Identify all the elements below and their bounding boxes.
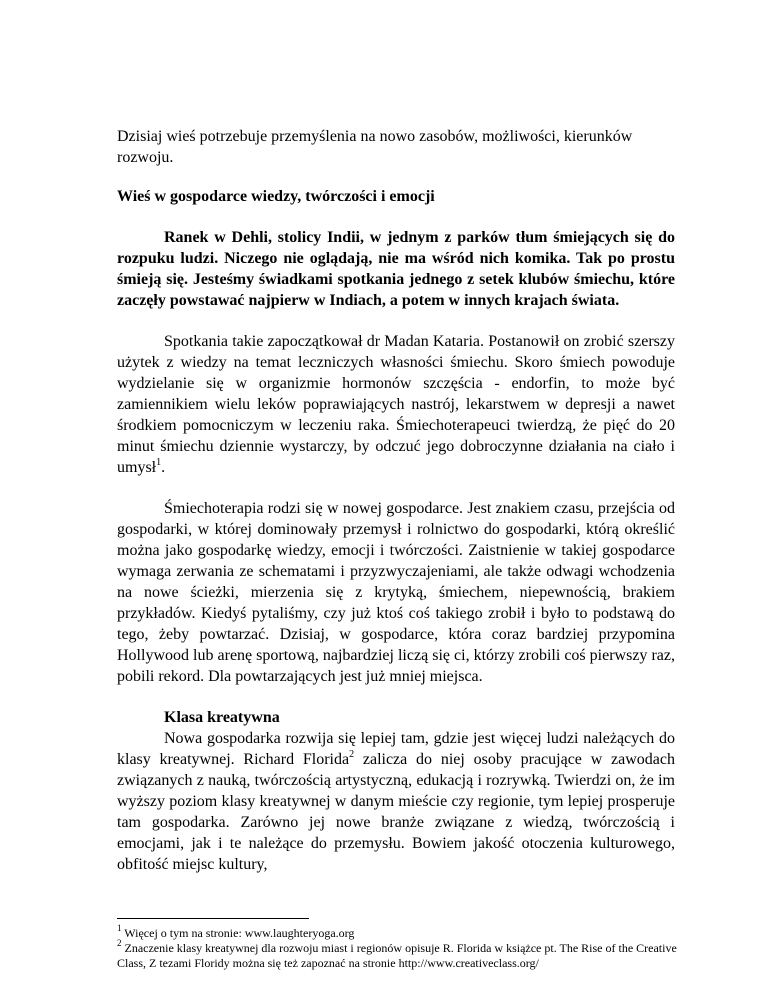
- footnotes-section: [117, 923, 677, 971]
- section-heading: Wieś w gospodarce wiedzy, twórczości i emocji: [117, 188, 435, 205]
- lead-paragraph: Ranek w Dehli, stolicy Indii, w jednym z parków tłum śmiejących się do rozpuku ludzi. Niczego nie oglądają, nie ma wśród nich komika. Tak po prostu śmieją się. Jesteśmy świadkami spotkania jednego z setek klubów śmiechu, które zaczęły powstawać najpierw w Indiach, a potem w innych krajach świata.: [117, 229, 675, 309]
- footnote-number-1: 1: [117, 923, 122, 933]
- footnote-number-2: 2: [117, 938, 122, 948]
- paragraph-klasa-kreatywna: [117, 728, 675, 875]
- footnote-reference-2: 2: [349, 748, 355, 760]
- footnote-separator: [117, 918, 309, 919]
- paragraph-klasa-rest: zalicza do niej osoby pracujące w zawodach związanych z nauką, twórczością artystyczną, edukacją i rozrywką. Twierdzi on, że im wyższy poziom klasy kreatywnej w danym mieście czy regionie, tym lepiej prosperuje tam gospodarka. Zarówno jej nowe branże związane z wiedzą, twórczością i emocjami, jak i te należące do przemysłu. Bowiem jakość otoczenia kulturowego, obfitość miejsc kultury,: [117, 751, 675, 873]
- paragraph-kataria-end: .: [161, 459, 166, 476]
- footnote-reference-1: 1: [156, 456, 162, 468]
- paragraph-kataria-text: Spotkania takie zapoczątkował dr Madan Kataria. Postanowił on zrobić szerszy użytek z wiedzy na temat leczniczych własności śmiechu. Skoro śmiech powoduje wydzielanie się w organizmie hormonów szczęścia - endorfin, to może być zamiennikiem wielu leków poprawiających nastrój, lekarstwem w depresji a nawet środkiem pomocniczym w leczeniu raka. Śmiechoterapeuci twierdzą, że pięć do 20 minut śmiechu dziennie wystarczy, by odczuć jego dobroczynne działania na ciało i umysł: [117, 333, 675, 476]
- footnote-2: [117, 938, 677, 971]
- page-body: [117, 126, 675, 875]
- footnote-text-2: Znaczenie klasy kreatywnej dla rozwoju miast i regionów opisuje R. Florida w książce pt. The Rise of the Creative Class, Z tezami Floridy można się też zapoznać na stronie http://www.creativeclass.org/: [117, 941, 677, 970]
- paragraph-smiechoterapia: Śmiechoterapia rodzi się w nowej gospodarce. Jest znakiem czasu, przejścia od gospodarki, w której dominowały przemysł i rolnictwo do gospodarki, którą określić można jako gospodarkę wiedzy, emocji i twórczości. Zaistnienie w takiej gospodarce wymaga zerwania ze schematami i przyzwyczajeniami, ale także odwagi wchodzenia na nowe ścieżki, mierzenia się z krytyką, śmiechem, niepewnością, brakiem przykładów. Kiedyś pytaliśmy, czy już ktoś coś takiego zrobił i było to podstawą do tego, żeby powtarzać. Dzisiaj, w gospodarce, która coraz bardziej przypomina Hollywood lub arenę sportową, najbardziej liczą się ci, którzy zrobili coś pierwszy raz, pobili rekord. Dla powtarzających jest już mniej miejsca.: [117, 500, 675, 685]
- intro-paragraph: Dzisiaj wieś potrzebuje przemyślenia na nowo zasobów, możliwości, kierunków rozwoju.: [117, 128, 633, 166]
- paragraph-klasa-start: Nowa gospodarka rozwija się lepiej tam, gdzie jest więcej ludzi należących do klasy kreatywnej. Richard Florida: [117, 730, 675, 768]
- paragraph-kataria: [117, 331, 675, 478]
- footnote-text-1: Więcej o tym na stronie: www.laughteryoga.org: [124, 926, 355, 940]
- footnote-1: [117, 923, 677, 941]
- subsection-heading: Klasa kreatywna: [164, 709, 280, 726]
